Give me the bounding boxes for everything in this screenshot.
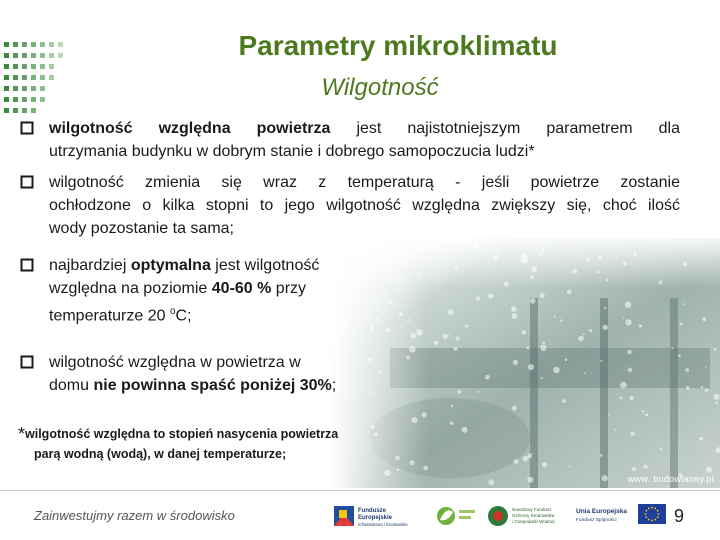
- logo-text: Narodowy Fundusz: [512, 507, 552, 512]
- decorative-dot: [31, 53, 36, 58]
- footnote-text: parą wodną (wodą), w danej temperaturze;: [34, 447, 287, 461]
- decorative-dot: [13, 53, 18, 58]
- bullet-text-bold: optymalna: [130, 257, 211, 274]
- logo-text: Fundusze: [358, 508, 386, 514]
- bullet-text: C;: [175, 307, 192, 325]
- page-number: 9: [674, 506, 685, 526]
- eu-star: [658, 513, 660, 515]
- decorative-dot: [13, 108, 18, 113]
- bullet-text: ochłodzone o kilka stopni to jego wilgotność względna zwiększy się, choć ilość: [49, 197, 680, 214]
- bullet-text: wody pozostanie ta sama;: [49, 220, 234, 237]
- logo-text: Fundusz Spójności: [576, 518, 617, 523]
- bullet-text: utrzymania budynku w dobrym stanie i dobrego samopoczucia ludzi*: [49, 143, 535, 160]
- bullet-text: wilgotność zmienia się wraz z temperaturą - jeśli powietrze zostanie: [49, 174, 680, 191]
- green-leaf-logo: [437, 507, 475, 525]
- bullet-minimum: [20, 351, 380, 397]
- decorative-dot: [31, 108, 36, 113]
- decorative-dot: [49, 64, 54, 69]
- decorative-dot: [13, 64, 18, 69]
- decorative-dot: [4, 75, 9, 80]
- bullet-text-bold: nie powinna spaść poniżej 30%: [93, 377, 332, 394]
- eu-star: [645, 516, 647, 518]
- bullet-text: temperaturze 20: [49, 307, 170, 325]
- bullet-text: ;: [331, 377, 337, 394]
- eu-star: [645, 513, 647, 515]
- decorative-dot: [22, 108, 27, 113]
- logo-text: Infrastruktura i Środowisko: [358, 522, 408, 527]
- footer-divider: [0, 490, 720, 491]
- window-condensation-photo: [330, 238, 720, 488]
- bullet-optimal: [20, 254, 380, 327]
- checkbox-bullet-icon: [20, 355, 34, 369]
- decorative-dot: [40, 64, 45, 69]
- decorative-dot: [22, 53, 27, 58]
- slide-title: Parametry mikroklimatu: [238, 30, 558, 61]
- decorative-dot: [22, 42, 27, 47]
- decorative-dot: [22, 64, 27, 69]
- eu-star: [654, 507, 656, 509]
- logo-text: i Gospodarki Wodnej: [512, 519, 555, 524]
- bullet-text-bold: 40-60 %: [211, 280, 272, 297]
- nfosigw-logo: [488, 506, 555, 526]
- decorative-dot: [13, 42, 18, 47]
- decorative-dot: [4, 108, 9, 113]
- decorative-dot: [4, 64, 9, 69]
- eu-flag-logo: [576, 504, 666, 524]
- decorative-dot: [13, 97, 18, 102]
- footnote-text: wilgotność względna to stopień nasycenia powietrza: [25, 427, 339, 441]
- footnote: [18, 424, 338, 464]
- bullet-temperature: [20, 171, 680, 240]
- footer-slogan: Zainwestujmy razem w środowisko: [34, 508, 235, 523]
- bullet-text: jest najistotniejszym parametrem dla: [330, 120, 680, 137]
- bullet-text: najbardziej: [49, 257, 131, 274]
- bullet-text-bold: wilgotność względna powietrza: [49, 120, 331, 137]
- eu-star: [654, 519, 656, 521]
- logo-text: Ochrony Środowiska: [512, 513, 555, 518]
- decorative-dot: [4, 97, 9, 102]
- logo-text: Europejskie: [358, 515, 393, 521]
- photo-credit: www. budowlaney.pl: [627, 474, 714, 484]
- eu-star: [651, 520, 653, 522]
- checkbox-bullet-icon: [20, 258, 34, 272]
- bullet-text: wilgotność względna w powietrza w: [49, 354, 301, 371]
- decorative-dot: [13, 75, 18, 80]
- bullet-relative-humidity: [20, 117, 680, 163]
- bullet-text: przy: [271, 280, 307, 297]
- eu-star: [657, 516, 659, 518]
- logo-text: Unia Europejska: [576, 508, 627, 515]
- bullet-text: domu: [49, 377, 94, 394]
- fundusze-europejskie-logo: [334, 506, 408, 527]
- slide-subtitle: Wilgotność: [321, 74, 439, 101]
- eu-star: [651, 507, 653, 509]
- checkbox-bullet-icon: [20, 121, 34, 135]
- decorative-dot: [4, 42, 9, 47]
- bullet-text: względna na poziomie: [49, 280, 212, 297]
- decorative-dot: [13, 86, 18, 91]
- bullet-text: jest wilgotność: [210, 257, 320, 274]
- eu-star: [648, 507, 650, 509]
- checkbox-bullet-icon: [20, 175, 34, 189]
- eu-star: [657, 510, 659, 512]
- decorative-dot: [31, 42, 36, 47]
- eu-star: [648, 519, 650, 521]
- degree-superscript: o: [169, 306, 176, 317]
- funding-logos: [330, 498, 670, 534]
- decorative-dot: [4, 86, 9, 91]
- decorative-dot: [31, 64, 36, 69]
- footnote-asterisk: *: [18, 424, 26, 444]
- decorative-dot: [4, 53, 9, 58]
- eu-star: [645, 510, 647, 512]
